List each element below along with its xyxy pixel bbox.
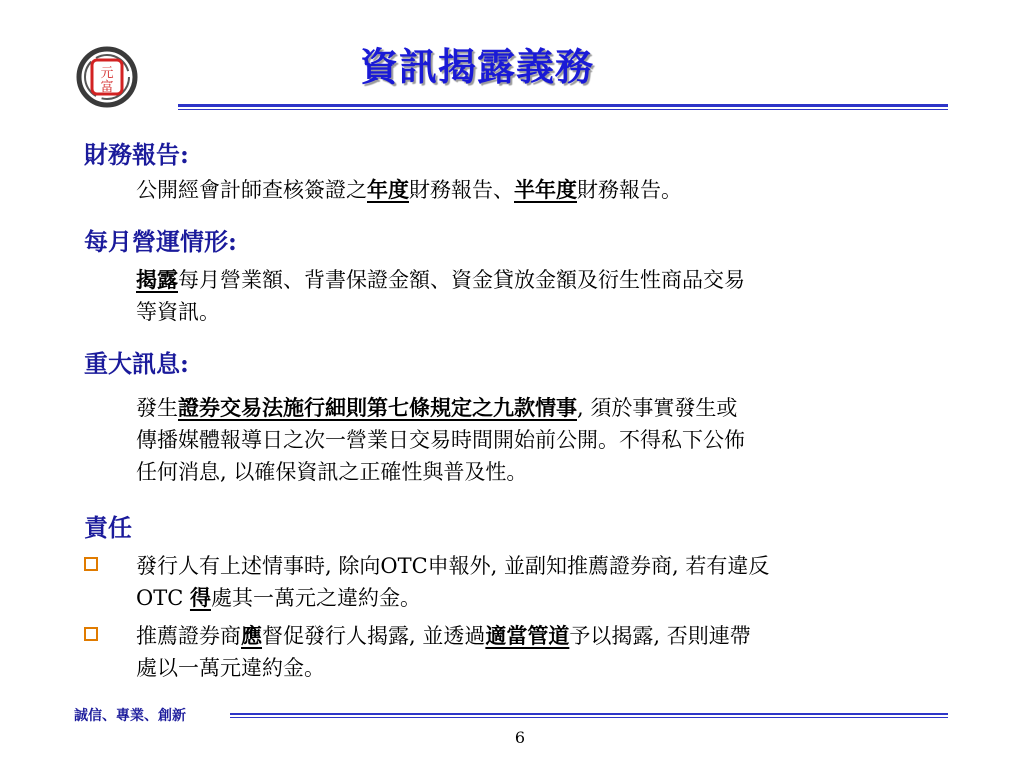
bullet-2-text-1: 推薦證券商	[136, 624, 241, 648]
bullet-square-icon	[84, 627, 98, 641]
page-title: 資訊揭露義務	[360, 44, 595, 89]
heading-monthly-operations: 每月營運情形:	[84, 227, 237, 256]
heading-financial-reports: 財務報告:	[84, 140, 189, 169]
financial-text-2: 財務報告、	[409, 178, 514, 202]
major-text-1: 發生	[136, 396, 178, 420]
bullet-2-highlight-channel: 適當管道	[485, 623, 570, 648]
footer-divider	[230, 713, 948, 718]
major-line-3: 任何消息, 以確保資訊之正確性與普及性。	[136, 460, 528, 484]
financial-highlight-annual: 年度	[367, 177, 409, 202]
monthly-text-2: 等資訊。	[136, 300, 220, 324]
footer-slogan: 誠信、專業、創新	[74, 708, 186, 724]
bullet-1-highlight-may: 得	[189, 585, 211, 610]
financial-text-3: 財務報告。	[577, 178, 682, 202]
monthly-highlight-disclose: 揭露	[136, 267, 178, 292]
major-text-2: , 須於事實發生或	[577, 396, 738, 420]
heading-responsibility: 責任	[84, 513, 132, 542]
financial-highlight-semiannual: 半年度	[514, 177, 577, 202]
heading-major-information: 重大訊息:	[84, 349, 189, 378]
bullet-2-line-2: 處以一萬元違約金。	[136, 656, 325, 680]
financial-text-1: 公開經會計師查核簽證之	[136, 178, 367, 202]
bullet-1-line-1: 發行人有上述情事時, 除向OTC申報外, 並副知推薦證券商, 若有違反	[136, 554, 770, 578]
major-highlight-regulation: 證券交易法施行細則第七條規定之九款情事	[178, 395, 577, 420]
bullet-1-text-3: 處其一萬元之違約金。	[210, 586, 421, 610]
bullet-square-icon	[84, 557, 98, 571]
major-line-2: 傳播媒體報導日之次一營業日交易時間開始前公開。不得私下公佈	[136, 428, 745, 452]
bullet-2-text-2: 督促發行人揭露, 並透過	[262, 624, 486, 648]
paragraph-financial-reports	[136, 174, 954, 206]
bullet-1-text-2: OTC	[136, 586, 190, 610]
monthly-text-1: 每月營業額、背書保證金額、資金貸放金額及衍生性商品交易	[178, 268, 745, 292]
logo-text-bottom: 富	[100, 80, 114, 95]
bullet-2-highlight-shall: 應	[241, 623, 262, 648]
page-number: 6	[514, 728, 526, 747]
responsibility-bullet-1	[136, 550, 954, 614]
bullet-2-text-3: 予以揭露, 否則連帶	[569, 624, 751, 648]
paragraph-monthly-operations	[136, 264, 954, 328]
responsibility-bullet-2	[136, 620, 954, 684]
paragraph-major-information	[136, 392, 954, 488]
logo-text-top: 元	[100, 66, 114, 81]
